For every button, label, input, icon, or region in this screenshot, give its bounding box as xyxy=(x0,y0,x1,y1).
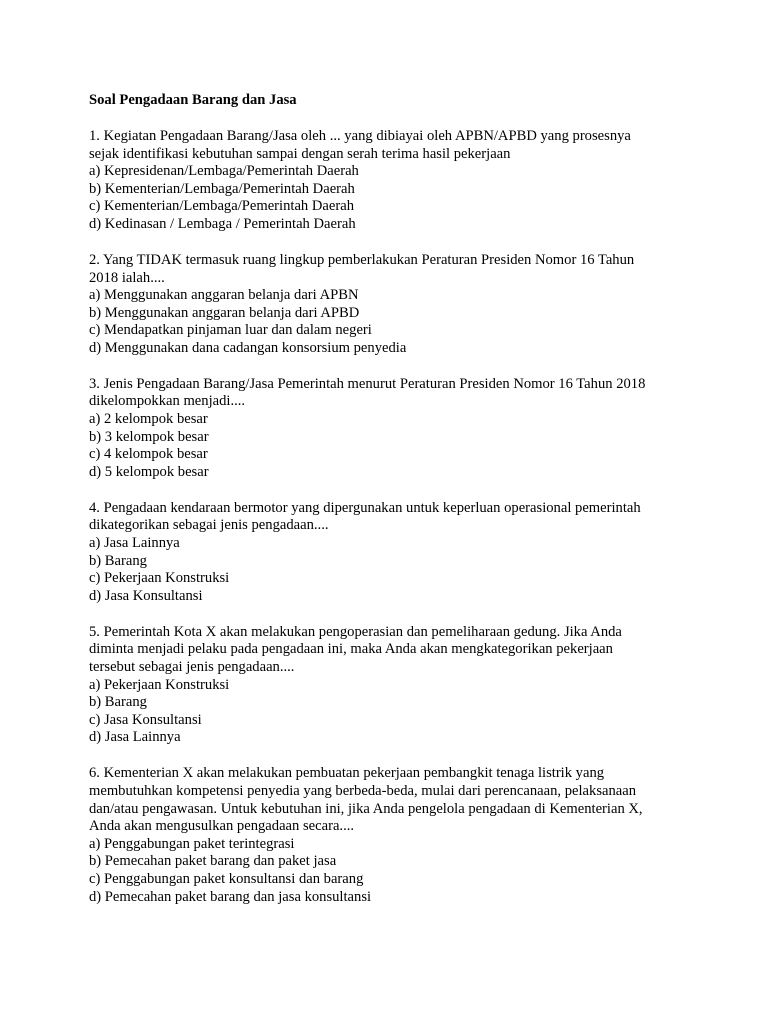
answer-option-a: a) Penggabungan paket terintegrasi xyxy=(89,835,295,852)
answer-option-b: b) Barang xyxy=(89,552,147,569)
question-text-line: sejak identifikasi kebutuhan sampai dengan serah terima hasil pekerjaan xyxy=(89,145,511,162)
answer-option-c: c) Mendapatkan pinjaman luar dan dalam negeri xyxy=(89,322,372,339)
answer-option-d: d) Pemecahan paket barang dan jasa konsultansi xyxy=(89,888,372,905)
question-text-line: 3. Jenis Pengadaan Barang/Jasa Pemerintah menurut Peraturan Presiden Nomor 16 Tahun 2018 xyxy=(89,375,646,392)
answer-option-c: c) Kementerian/Lembaga/Pemerintah Daerah xyxy=(89,198,354,215)
question-1 xyxy=(89,128,729,234)
answer-option-b: b) Kementerian/Lembaga/Pemerintah Daerah xyxy=(89,180,355,197)
question-text-line: 2018 ialah.... xyxy=(89,269,165,286)
question-text-line: diminta menjadi pelaku pada pengadaan ini, maka Anda akan mengkategorikan pekerjaan xyxy=(89,641,613,658)
answer-option-b: b) Menggunakan anggaran belanja dari APBD xyxy=(89,304,360,321)
answer-option-d: d) Jasa Lainnya xyxy=(89,729,181,746)
answer-option-c: c) Jasa Konsultansi xyxy=(89,711,202,728)
answer-option-c: c) 4 kelompok besar xyxy=(89,446,208,463)
question-list xyxy=(89,128,729,906)
question-2 xyxy=(89,252,729,358)
answer-option-d: d) 5 kelompok besar xyxy=(89,463,209,480)
question-3 xyxy=(89,376,729,482)
answer-option-a: a) Jasa Lainnya xyxy=(89,535,180,552)
question-text-line: 1. Kegiatan Pengadaan Barang/Jasa oleh ... yang dibiayai oleh APBN/APBD yang prosesnya xyxy=(89,127,631,144)
answer-option-a: a) 2 kelompok besar xyxy=(89,411,208,428)
answer-option-d: d) Menggunakan dana cadangan konsorsium penyedia xyxy=(89,339,407,356)
answer-option-b: b) Barang xyxy=(89,694,147,711)
question-text-line: dikategorikan sebagai jenis pengadaan.... xyxy=(89,517,329,534)
answer-option-d: d) Kedinasan / Lembaga / Pemerintah Daerah xyxy=(89,215,356,232)
question-text-line: 4. Pengadaan kendaraan bermotor yang dipergunakan untuk keperluan operasional pemerintah xyxy=(89,499,641,516)
answer-option-b: b) Pemecahan paket barang dan paket jasa xyxy=(89,853,337,870)
answer-option-a: a) Kepresidenan/Lembaga/Pemerintah Daerah xyxy=(89,163,359,180)
question-text-line: membutuhkan kompetensi penyedia yang berbeda-beda, mulai dari perencanaan, pelaksanaan xyxy=(89,782,637,799)
question-text-line: Anda akan mengusulkan pengadaan secara.... xyxy=(89,818,355,835)
question-5 xyxy=(89,624,729,747)
answer-option-b: b) 3 kelompok besar xyxy=(89,428,209,445)
answer-option-d: d) Jasa Konsultansi xyxy=(89,587,203,604)
question-text-line: 5. Pemerintah Kota X akan melakukan pengoperasian dan pemeliharaan gedung. Jika Anda xyxy=(89,623,622,640)
page-title: Soal Pengadaan Barang dan Jasa xyxy=(89,92,297,108)
question-4 xyxy=(89,500,729,606)
question-6 xyxy=(89,765,729,906)
answer-option-a: a) Pekerjaan Konstruksi xyxy=(89,676,230,693)
document-content xyxy=(89,92,729,906)
question-text-line: dikelompokkan menjadi.... xyxy=(89,393,246,410)
question-text-line: 6. Kementerian X akan melakukan pembuatan pekerjaan pembangkit tenaga listrik yang xyxy=(89,765,605,782)
question-text-line: dan/atau pengawasan. Untuk kebutuhan ini, jika Anda pengelola pengadaan di Kementerian X, xyxy=(89,800,643,817)
question-text-line: tersebut sebagai jenis pengadaan.... xyxy=(89,658,295,675)
answer-option-c: c) Pekerjaan Konstruksi xyxy=(89,570,230,587)
answer-option-c: c) Penggabungan paket konsultansi dan barang xyxy=(89,870,364,887)
answer-option-a: a) Menggunakan anggaran belanja dari APBN xyxy=(89,287,359,304)
question-text-line: 2. Yang TIDAK termasuk ruang lingkup pemberlakukan Peraturan Presiden Nomor 16 Tahun xyxy=(89,251,635,268)
